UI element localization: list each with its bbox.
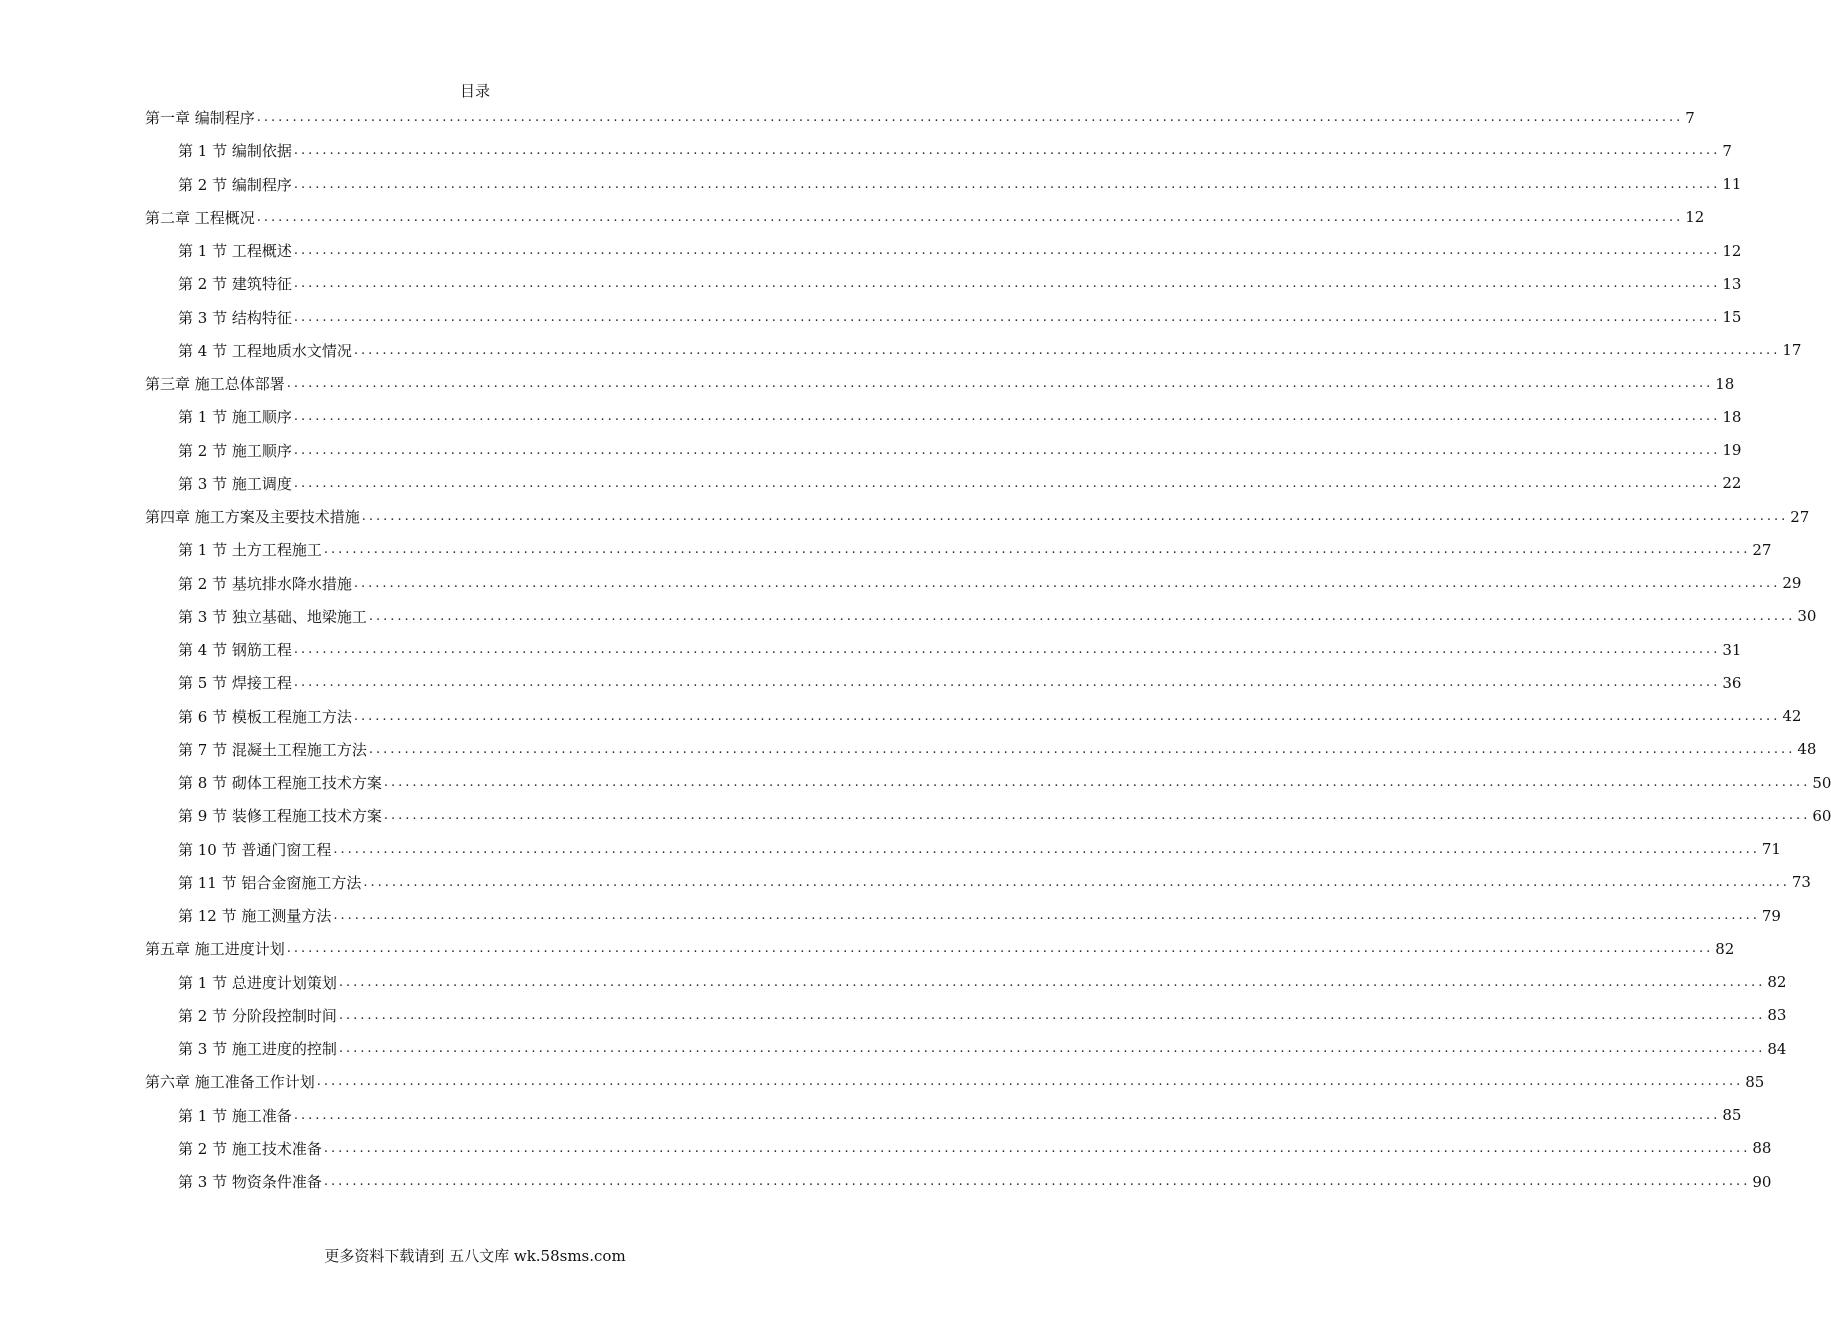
toc-entry-label: 第四章 施工方案及主要技术措施 xyxy=(145,508,360,526)
toc-section-entry[interactable] xyxy=(178,799,1831,832)
toc-entry-label: 第 2 节 编制程序 xyxy=(178,175,292,194)
toc-entry-label: 第 3 节 施工进度的控制 xyxy=(178,1040,337,1058)
toc-dot-leader: ........................................................................................................................................................................................................ xyxy=(333,908,1760,923)
toc-dot-leader: ........................................................................................................................................................................................................ xyxy=(256,209,1684,225)
toc-entry-page-number: 18 xyxy=(1722,407,1742,426)
toc-entry-page-number: 11 xyxy=(1722,175,1742,193)
toc-entry-label: 第二章 工程概况 xyxy=(145,208,255,227)
toc-entry-label: 第 10 节 普通门窗工程 xyxy=(178,840,332,859)
toc-entry-page-number: 12 xyxy=(1685,208,1705,227)
toc-entry-page-number: 36 xyxy=(1722,673,1742,692)
footer-text: 更多资料下载请到 五八文库 wk.58sms.com xyxy=(324,1247,626,1265)
toc-entry-page-number: 29 xyxy=(1782,574,1802,592)
toc-section-entry[interactable] xyxy=(178,168,1742,201)
toc-entry-page-number: 7 xyxy=(1685,108,1695,127)
toc-entry-page-number: 12 xyxy=(1722,241,1742,260)
toc-section-entry[interactable] xyxy=(178,733,1817,766)
toc-section-entry[interactable] xyxy=(178,966,1787,999)
toc-entry-page-number: 79 xyxy=(1761,906,1781,925)
toc-dot-leader: ........................................................................................................................................................................................................ xyxy=(368,741,1796,757)
toc-dot-leader: ........................................................................................................................................................................................................ xyxy=(333,841,1760,857)
toc-dot-leader: ........................................................................................................................................................................................................ xyxy=(293,475,1721,491)
toc-entry-page-number: 13 xyxy=(1722,274,1742,293)
toc-section-entry[interactable] xyxy=(178,866,1811,899)
toc-entry-label: 第 9 节 装修工程施工技术方案 xyxy=(178,807,382,826)
toc-section-entry[interactable] xyxy=(178,267,1742,300)
toc-chapter-entry[interactable] xyxy=(145,932,1735,965)
toc-dot-leader: ........................................................................................................................................................................................................ xyxy=(293,675,1721,691)
toc-entry-page-number: 85 xyxy=(1745,1072,1765,1091)
toc-entry-label: 第 3 节 独立基础、地梁施工 xyxy=(178,607,367,626)
toc-dot-leader: ........................................................................................................................................................................................................ xyxy=(256,110,1684,125)
toc-entry-label: 第 1 节 施工准备 xyxy=(178,1106,292,1125)
toc-entry-page-number: 27 xyxy=(1752,540,1772,559)
toc-dot-leader: ........................................................................................................................................................................................................ xyxy=(293,176,1721,192)
toc-section-entry[interactable] xyxy=(178,999,1787,1032)
toc-entry-label: 第三章 施工总体部署 xyxy=(145,375,285,393)
toc-dot-leader: ........................................................................................................................................................................................................ xyxy=(368,608,1796,624)
toc-entry-page-number: 17 xyxy=(1782,341,1802,360)
toc-section-entry[interactable] xyxy=(178,766,1831,799)
toc-dot-leader: ........................................................................................................................................................................................................ xyxy=(293,442,1721,458)
toc-entry-page-number: 82 xyxy=(1715,939,1735,958)
toc-section-entry[interactable] xyxy=(178,1032,1787,1065)
toc-entry-page-number: 7 xyxy=(1722,141,1732,160)
toc-entry-page-number: 71 xyxy=(1761,840,1781,858)
toc-entry-label: 第 2 节 建筑特征 xyxy=(178,275,292,294)
toc-entry-page-number: 82 xyxy=(1767,973,1787,991)
toc-entry-page-number: 50 xyxy=(1812,773,1831,792)
toc-dot-leader: ........................................................................................................................................................................................................ xyxy=(293,1107,1721,1123)
toc-entry-label: 第 8 节 砌体工程施工技术方案 xyxy=(178,774,382,792)
toc-dot-leader: ........................................................................................................................................................................................................ xyxy=(293,642,1721,657)
toc-title: 目录 xyxy=(459,82,490,100)
toc-dot-leader: ........................................................................................................................................................................................................ xyxy=(293,409,1721,425)
toc-entry-page-number: 22 xyxy=(1722,474,1742,493)
toc-entry-label: 第一章 编制程序 xyxy=(145,109,255,127)
toc-entry-label: 第 4 节 工程地质水文情况 xyxy=(178,341,352,360)
toc-entry-label: 第 2 节 基坑排水降水措施 xyxy=(178,574,352,593)
toc-section-entry[interactable] xyxy=(178,533,1772,566)
toc-entry-page-number: 27 xyxy=(1790,507,1810,526)
toc-dot-leader: ........................................................................................................................................................................................................ xyxy=(383,808,1811,824)
toc-entry-page-number: 90 xyxy=(1752,1172,1772,1191)
toc-chapter-entry[interactable] xyxy=(145,201,1705,234)
toc-dot-leader: ........................................................................................................................................................................................................ xyxy=(316,1074,1744,1090)
toc-entry-label: 第 2 节 施工技术准备 xyxy=(178,1139,322,1158)
toc-entry-label: 第 12 节 施工测量方法 xyxy=(178,907,332,925)
toc-chapter-entry[interactable] xyxy=(145,1065,1765,1098)
toc-entry-label: 第 6 节 模板工程施工方法 xyxy=(178,707,352,726)
toc-section-entry[interactable] xyxy=(178,1165,1772,1198)
toc-entry-page-number: 85 xyxy=(1722,1106,1742,1124)
toc-dot-leader: ........................................................................................................................................................................................................ xyxy=(323,1140,1751,1156)
toc-entry-page-number: 15 xyxy=(1722,308,1742,326)
toc-entry-page-number: 48 xyxy=(1797,740,1817,759)
toc-entry-label: 第 3 节 施工调度 xyxy=(178,474,292,493)
toc-entry-page-number: 60 xyxy=(1812,806,1831,825)
toc-section-entry[interactable] xyxy=(178,467,1742,500)
toc-section-entry[interactable] xyxy=(178,899,1781,932)
toc-entry-label: 第 1 节 土方工程施工 xyxy=(178,541,322,560)
toc-section-entry[interactable] xyxy=(178,234,1742,267)
toc-section-entry[interactable] xyxy=(178,434,1742,467)
toc-dot-leader: ........................................................................................................................................................................................................ xyxy=(361,509,1789,524)
toc-entry-page-number: 19 xyxy=(1722,441,1742,459)
toc-entry-label: 第 7 节 混凝土工程施工方法 xyxy=(178,740,367,759)
toc-dot-leader: ........................................................................................................................................................................................................ xyxy=(293,143,1721,159)
toc-section-entry[interactable] xyxy=(178,400,1742,433)
toc-entry-label: 第 11 节 铝合金窗施工方法 xyxy=(178,873,362,892)
toc-entry-label: 第 5 节 焊接工程 xyxy=(178,674,292,693)
toc-entry-page-number: 88 xyxy=(1752,1139,1772,1158)
toc-section-entry[interactable] xyxy=(178,567,1802,600)
toc-entry-label: 第五章 施工进度计划 xyxy=(145,940,285,959)
toc-entry-label: 第 1 节 编制依据 xyxy=(178,142,292,161)
toc-dot-leader: ........................................................................................................................................................................................................ xyxy=(286,376,1714,391)
toc-dot-leader: ........................................................................................................................................................................................................ xyxy=(286,941,1714,957)
toc-entry-page-number: 84 xyxy=(1767,1039,1787,1058)
toc-entry-page-number: 30 xyxy=(1797,607,1817,626)
toc-dot-leader: ........................................................................................................................................................................................................ xyxy=(338,974,1766,990)
toc-dot-leader: ........................................................................................................................................................................................................ xyxy=(353,342,1781,358)
toc-entry-label: 第 2 节 施工顺序 xyxy=(178,441,292,460)
toc-dot-leader: ........................................................................................................................................................................................................ xyxy=(383,775,1811,790)
toc-chapter-entry[interactable] xyxy=(145,101,1695,134)
toc-entry-label: 第 4 节 钢筋工程 xyxy=(178,641,292,659)
toc-dot-leader: ........................................................................................................................................................................................................ xyxy=(353,708,1781,724)
toc-dot-leader: ........................................................................................................................................................................................................ xyxy=(323,1174,1751,1189)
toc-entry-label: 第六章 施工准备工作计划 xyxy=(145,1073,315,1092)
toc-entry-page-number: 73 xyxy=(1791,873,1811,892)
toc-dot-leader: ........................................................................................................................................................................................................ xyxy=(323,542,1751,558)
toc-entry-page-number: 42 xyxy=(1782,707,1802,725)
toc-entry-label: 第 3 节 物资条件准备 xyxy=(178,1173,322,1191)
toc-section-entry[interactable] xyxy=(178,1099,1742,1132)
toc-section-entry[interactable] xyxy=(178,666,1742,699)
toc-dot-leader: ........................................................................................................................................................................................................ xyxy=(293,309,1721,325)
toc-entry-label: 第 3 节 结构特征 xyxy=(178,308,292,327)
toc-entry-label: 第 1 节 施工顺序 xyxy=(178,408,292,427)
toc-section-entry[interactable] xyxy=(178,600,1817,633)
toc-entry-label: 第 2 节 分阶段控制时间 xyxy=(178,1006,337,1025)
toc-entry-label: 第 1 节 总进度计划策划 xyxy=(178,973,337,992)
toc-dot-leader: ........................................................................................................................................................................................................ xyxy=(338,1041,1766,1056)
toc-dot-leader: ........................................................................................................................................................................................................ xyxy=(353,575,1781,591)
toc-section-entry[interactable] xyxy=(178,134,1732,167)
toc-section-entry[interactable] xyxy=(178,1132,1772,1165)
toc-chapter-entry[interactable] xyxy=(145,500,1810,533)
toc-entry-page-number: 83 xyxy=(1767,1006,1787,1025)
toc-section-entry[interactable] xyxy=(178,700,1802,733)
toc-dot-leader: ........................................................................................................................................................................................................ xyxy=(293,243,1721,258)
toc-section-entry[interactable] xyxy=(178,301,1742,334)
toc-dot-leader: ........................................................................................................................................................................................................ xyxy=(338,1007,1766,1023)
toc-section-entry[interactable] xyxy=(178,833,1781,866)
toc-section-entry[interactable] xyxy=(178,633,1742,666)
toc-dot-leader: ........................................................................................................................................................................................................ xyxy=(293,276,1721,292)
toc-dot-leader: ........................................................................................................................................................................................................ xyxy=(363,874,1790,890)
toc-section-entry[interactable] xyxy=(178,334,1802,367)
toc-entry-page-number: 18 xyxy=(1715,374,1735,393)
toc-chapter-entry[interactable] xyxy=(145,367,1735,400)
toc-entry-page-number: 31 xyxy=(1722,640,1742,659)
toc-entry-label: 第 1 节 工程概述 xyxy=(178,242,292,260)
